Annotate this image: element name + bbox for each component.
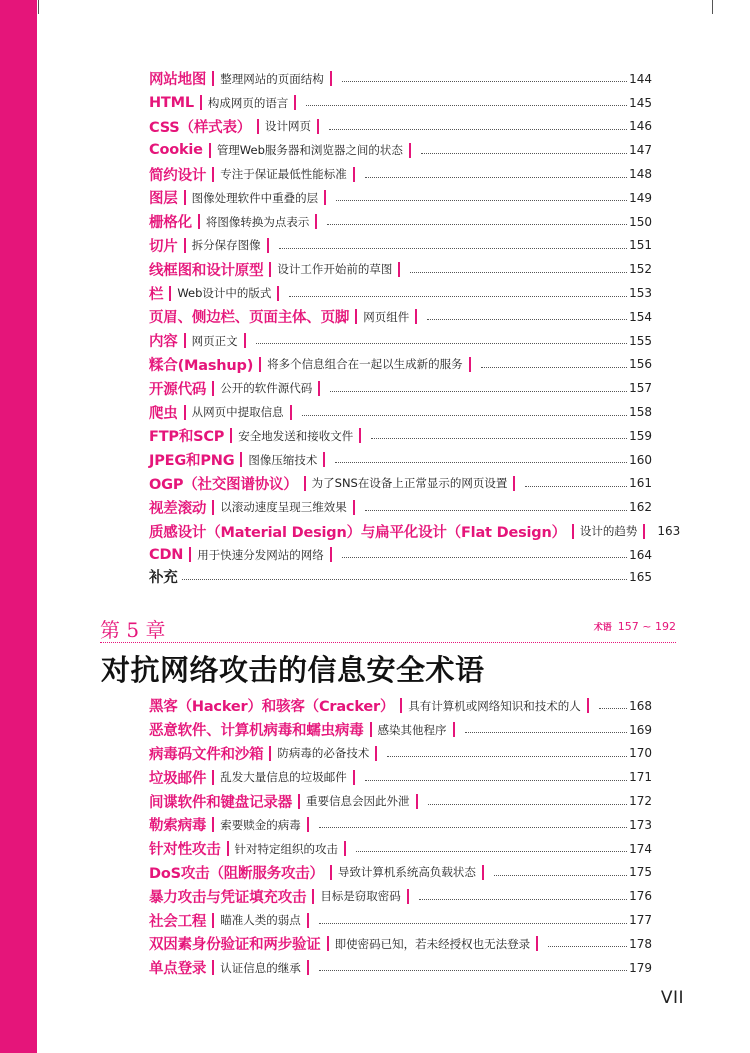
separator-bar	[400, 698, 402, 713]
dot-leader	[427, 318, 627, 320]
toc-description: 认证信息的继承	[220, 960, 301, 975]
toc-page-number: 147	[629, 143, 652, 158]
toc-term: 页眉、侧边栏、页面主体、页脚	[149, 310, 350, 327]
separator-bar	[513, 476, 515, 491]
toc-row[interactable]	[149, 813, 652, 837]
separator-bar	[189, 547, 191, 562]
dot-leader	[365, 509, 627, 511]
separator-bar	[330, 547, 332, 562]
toc-row[interactable]	[149, 115, 652, 139]
dot-leader	[548, 945, 627, 947]
toc-page-number: 154	[629, 309, 652, 324]
separator-bar	[353, 770, 355, 785]
separator-bar	[212, 500, 214, 515]
toc-page-number: 177	[629, 913, 652, 928]
toc-row[interactable]	[149, 495, 652, 519]
toc-description: 设计工作开始前的草图	[277, 262, 393, 277]
toc-row[interactable]	[149, 565, 652, 589]
toc-description: 构成网页的语言	[207, 95, 289, 110]
separator-bar	[359, 428, 361, 443]
toc-description: 针对特定组织的攻击	[234, 841, 338, 856]
separator-bar	[212, 770, 214, 785]
toc-page-number: 144	[629, 71, 652, 86]
toc-page-number: 178	[629, 936, 652, 951]
toc-supplement	[149, 565, 652, 589]
toc-page-number: 160	[629, 452, 652, 467]
toc-description: 拆分保存图像	[191, 238, 261, 253]
toc-description: 公开的软件源代码	[220, 381, 313, 396]
toc-description: 具有计算机或网络知识和技术的人	[408, 698, 581, 713]
separator-bar	[643, 524, 645, 539]
toc-page-number: 156	[629, 357, 652, 372]
toc-description: 即使密码已知，若未经授权也无法登录	[334, 936, 531, 951]
separator-bar	[587, 698, 589, 713]
separator-bar	[409, 143, 411, 158]
toc-description: 图像处理软件中重叠的层	[191, 190, 319, 205]
toc-row[interactable]	[149, 694, 652, 718]
toc-row[interactable]	[149, 400, 652, 424]
supplement-term: 补充	[149, 570, 178, 587]
toc-term: 视差滚动	[149, 500, 207, 517]
separator-bar	[227, 841, 229, 856]
dot-leader	[371, 437, 627, 439]
toc-description: 整理网站的页面结构	[220, 71, 324, 86]
toc-section-web	[149, 67, 681, 567]
dot-leader	[319, 826, 627, 828]
toc-term: CDN	[149, 546, 184, 563]
separator-bar	[212, 381, 214, 396]
dot-leader	[525, 485, 627, 487]
toc-term: OGP（社交图谱协议）	[149, 476, 298, 493]
toc-row[interactable]	[149, 765, 652, 789]
toc-row[interactable]	[149, 472, 652, 496]
dot-leader	[428, 803, 628, 805]
toc-term: 单点登录	[149, 961, 207, 978]
separator-bar	[315, 214, 317, 229]
toc-description: 图像压缩技术	[248, 452, 318, 467]
separator-bar	[277, 286, 279, 301]
toc-term: 社会工程	[149, 913, 207, 930]
separator-bar	[184, 405, 186, 420]
toc-term: 网站地图	[149, 72, 207, 89]
toc-page-number: 162	[629, 500, 652, 515]
toc-term: 针对性攻击	[149, 842, 221, 859]
dot-leader	[256, 342, 627, 344]
toc-description: 索要赎金的病毒	[220, 817, 301, 832]
dot-leader	[319, 922, 627, 924]
separator-bar	[344, 841, 346, 856]
toc-page-number: 176	[629, 889, 652, 904]
toc-term: 质感设计（Material Design）与扁平化设计（Flat Design）	[149, 524, 566, 541]
toc-description: 用于快速分发网站的网络	[197, 547, 324, 562]
separator-bar	[353, 167, 355, 182]
dot-leader	[342, 556, 627, 558]
toc-page-number: 161	[629, 476, 652, 491]
separator-bar	[453, 722, 455, 737]
toc-description: 网页正文	[191, 333, 238, 348]
separator-bar	[209, 143, 211, 158]
separator-bar	[355, 309, 357, 324]
toc-term: Cookie	[149, 142, 203, 159]
toc-term: 恶意软件、计算机病毒和蠕虫病毒	[149, 723, 364, 740]
toc-row[interactable]	[149, 67, 652, 91]
toc-term: 栏	[149, 286, 164, 303]
dot-leader	[289, 295, 627, 297]
toc-page-number: 150	[629, 214, 652, 229]
crop-mark	[712, 0, 713, 14]
separator-bar	[415, 309, 417, 324]
toc-page-number: 152	[629, 262, 652, 277]
separator-bar	[212, 167, 214, 182]
dot-leader	[336, 199, 627, 201]
dot-leader	[481, 366, 627, 368]
chapter-label: 第 5 章	[100, 618, 166, 642]
toc-row[interactable]	[149, 376, 652, 400]
toc-page-number: 151	[629, 238, 652, 253]
separator-bar	[330, 865, 332, 880]
dot-leader	[306, 104, 627, 106]
toc-page-number: 179	[629, 960, 652, 975]
separator-bar	[259, 357, 261, 372]
toc-description: 瞄准人类的弱点	[220, 913, 301, 928]
dot-leader	[419, 898, 627, 900]
toc-description: 目标是窃取密码	[320, 889, 401, 904]
toc-page-number: 159	[629, 428, 652, 443]
chapter-title: 对抗网络攻击的信息安全术语	[101, 653, 485, 687]
toc-row[interactable]	[149, 718, 652, 742]
separator-bar	[323, 452, 325, 467]
toc-row[interactable]	[149, 884, 652, 908]
toc-row[interactable]	[149, 210, 652, 234]
toc-row[interactable]	[149, 543, 652, 567]
toc-term: 切片	[149, 238, 178, 255]
crop-mark	[38, 0, 39, 14]
toc-row[interactable]	[149, 908, 652, 932]
separator-bar	[312, 889, 314, 904]
toc-page-number: 170	[629, 746, 652, 761]
toc-row[interactable]	[149, 789, 652, 813]
separator-bar	[304, 476, 306, 491]
toc-page-number: 164	[629, 547, 652, 562]
page-number: VII	[660, 988, 684, 1008]
dot-leader	[387, 755, 627, 757]
dot-leader	[599, 707, 627, 709]
toc-description: 专注于保证最低性能标准	[220, 167, 347, 182]
toc-term: CSS（样式表）	[149, 119, 252, 136]
separator-bar	[169, 286, 171, 301]
toc-term: FTP和SCP	[149, 429, 225, 446]
dot-leader	[182, 578, 627, 580]
toc-term: 糅合(Mashup)	[149, 357, 254, 374]
separator-bar	[230, 428, 232, 443]
toc-description: 乱发大量信息的垃圾邮件	[220, 770, 347, 785]
dot-leader	[365, 779, 627, 781]
dot-leader	[465, 731, 628, 733]
separator-bar	[212, 913, 214, 928]
toc-row[interactable]	[149, 742, 652, 766]
separator-bar	[294, 95, 296, 110]
dot-leader	[342, 80, 627, 82]
toc-term: 勒索病毒	[149, 818, 207, 835]
toc-term: 开源代码	[149, 381, 207, 398]
separator-bar	[244, 333, 246, 348]
toc-description: 为了SNS在设备上正常显示的网页设置	[311, 476, 508, 491]
toc-page-number: 175	[629, 865, 652, 880]
dot-leader	[421, 152, 627, 154]
toc-term: 栅格化	[149, 215, 192, 232]
separator-bar	[416, 794, 418, 809]
toc-description: 网页组件	[363, 309, 410, 324]
toc-page-number: 168	[629, 698, 652, 713]
toc-term: 内容	[149, 334, 178, 351]
toc-row[interactable]	[149, 837, 652, 861]
toc-term: 病毒码文件和沙箱	[149, 746, 264, 763]
toc-row[interactable]	[149, 956, 652, 980]
toc-description: 设计网页	[265, 119, 312, 134]
range-value: 157 ~ 192	[617, 620, 676, 633]
toc-row[interactable]	[149, 138, 652, 162]
separator-bar	[307, 960, 309, 975]
separator-bar	[318, 381, 320, 396]
toc-page-number: 155	[629, 333, 652, 348]
toc-term: 图层	[149, 191, 178, 208]
toc-term: 垃圾邮件	[149, 770, 207, 787]
separator-bar	[469, 357, 471, 372]
toc-page-number: 163	[657, 524, 681, 539]
chapter-page-range	[594, 620, 676, 633]
separator-bar	[212, 960, 214, 975]
toc-term: 间谍软件和键盘记录器	[149, 794, 292, 811]
separator-bar	[375, 746, 377, 761]
separator-bar	[536, 936, 538, 951]
separator-bar	[212, 817, 214, 832]
toc-row[interactable]	[149, 519, 681, 543]
toc-row[interactable]	[149, 162, 652, 186]
separator-bar	[257, 119, 259, 134]
separator-bar	[184, 190, 186, 205]
toc-row[interactable]	[149, 932, 652, 956]
toc-term: 爬虫	[149, 405, 178, 422]
separator-bar	[307, 817, 309, 832]
separator-bar	[212, 71, 214, 86]
toc-page-number: 148	[629, 167, 652, 182]
dot-leader	[329, 128, 627, 130]
range-tag: 术语	[593, 623, 612, 633]
dot-leader	[302, 414, 627, 416]
separator-bar	[324, 190, 326, 205]
separator-bar	[298, 794, 300, 809]
toc-term: 简约设计	[149, 167, 207, 184]
toc-description: 安全地发送和接收文件	[238, 428, 354, 443]
toc-row[interactable]	[149, 329, 652, 353]
toc-section-security	[149, 694, 652, 980]
toc-row[interactable]	[149, 305, 652, 329]
separator-bar	[353, 500, 355, 515]
toc-page-number: 145	[629, 95, 652, 110]
dot-leader	[330, 390, 627, 392]
side-color-band	[0, 0, 37, 1053]
toc-term: JPEG和PNG	[149, 453, 235, 470]
separator-bar	[240, 452, 242, 467]
toc-page-number: 171	[629, 770, 652, 785]
separator-bar	[482, 865, 484, 880]
toc-description: 从网页中提取信息	[191, 405, 284, 420]
separator-bar	[572, 524, 574, 539]
toc-description: 感染其他程序	[377, 722, 447, 737]
toc-description: 将图像转换为点表示	[205, 214, 310, 229]
toc-row[interactable]	[149, 281, 652, 305]
toc-term: HTML	[149, 94, 194, 111]
dot-leader	[494, 874, 627, 876]
toc-term: 线框图和设计原型	[149, 262, 264, 279]
supplement-page: 165	[629, 569, 652, 584]
toc-row[interactable]	[149, 91, 652, 115]
dot-leader	[327, 223, 627, 225]
toc-page-number: 153	[629, 286, 652, 301]
toc-description: 设计的趋势	[579, 524, 638, 539]
toc-row[interactable]	[149, 424, 652, 448]
toc-term: 黑客（Hacker）和骇客（Cracker）	[149, 699, 395, 716]
toc-row[interactable]	[149, 257, 652, 281]
separator-bar	[330, 71, 332, 86]
toc-page-number: 174	[629, 841, 652, 856]
dot-leader	[410, 271, 627, 273]
toc-term: DoS攻击（阻断服务攻击）	[149, 865, 324, 882]
toc-description: 重要信息会因此外泄	[306, 794, 410, 809]
separator-bar	[269, 262, 271, 277]
toc-term: 暴力攻击与凭证填充攻击	[149, 889, 307, 906]
separator-bar	[317, 119, 319, 134]
dot-leader	[319, 969, 627, 971]
separator-bar	[307, 913, 309, 928]
dot-leader	[365, 176, 627, 178]
dot-leader	[279, 247, 627, 249]
separator-bar	[407, 889, 409, 904]
toc-row[interactable]	[149, 186, 652, 210]
chapter-header	[100, 614, 676, 643]
separator-bar	[327, 936, 329, 951]
separator-bar	[370, 722, 372, 737]
separator-bar	[269, 746, 271, 761]
separator-bar	[398, 262, 400, 277]
toc-page-number: 157	[629, 381, 652, 396]
separator-bar	[290, 405, 292, 420]
toc-description: 导致计算机系统高负载状态	[337, 865, 476, 880]
separator-bar	[184, 333, 186, 348]
toc-page-number: 149	[629, 190, 652, 205]
toc-row[interactable]	[149, 353, 652, 377]
toc-page-number: 158	[629, 405, 652, 420]
separator-bar	[184, 238, 186, 253]
toc-page-number: 146	[629, 119, 652, 134]
toc-description: 防病毒的必备技术	[277, 746, 370, 761]
separator-bar	[198, 214, 200, 229]
separator-bar	[267, 238, 269, 253]
toc-description: 以滚动速度呈现三维效果	[220, 500, 347, 515]
toc-term: 双因素身份验证和两步验证	[149, 937, 321, 954]
toc-description: 将多个信息组合在一起以生成新的服务	[267, 357, 463, 372]
dot-leader	[335, 461, 627, 463]
dot-leader	[356, 850, 627, 852]
separator-bar	[200, 95, 202, 110]
toc-page-number: 169	[629, 722, 652, 737]
toc-row[interactable]	[149, 234, 652, 258]
toc-page-number: 172	[629, 794, 652, 809]
toc-description: Web设计中的版式	[177, 286, 272, 301]
toc-page-number: 173	[629, 817, 652, 832]
toc-row[interactable]	[149, 448, 652, 472]
toc-row[interactable]	[149, 861, 652, 885]
toc-description: 管理Web服务器和浏览器之间的状态	[216, 143, 403, 158]
